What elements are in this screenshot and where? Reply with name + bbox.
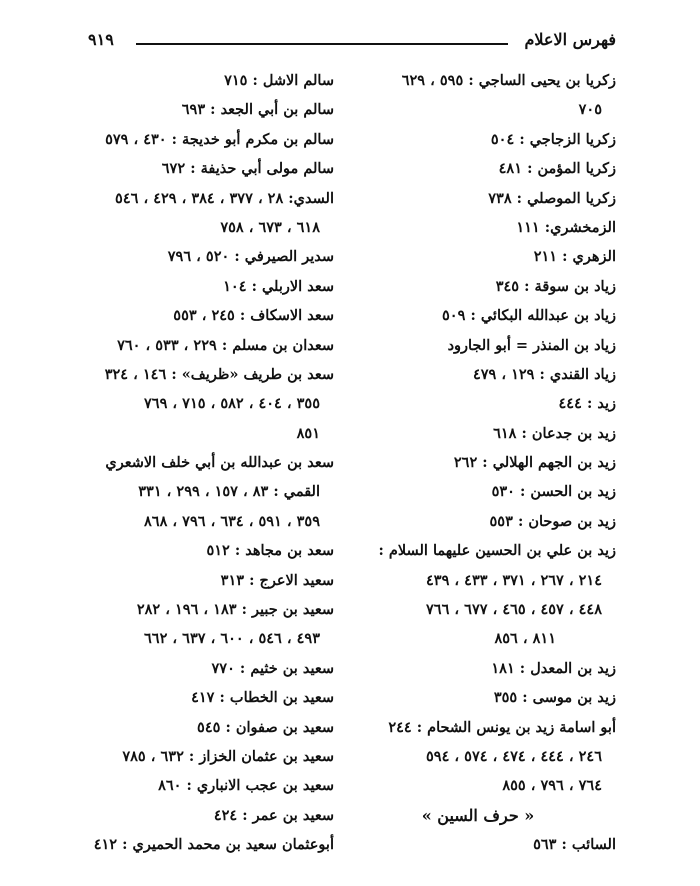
index-entry: زياد بن سوقة : ٣٤٥ [495,277,616,295]
index-entry: الزمخشري: ١١١ [516,218,616,236]
index-entry: القمي : ٨٣ ، ١٥٧ ، ٢٩٩ ، ٣٣١ [138,483,320,501]
index-entry: زيد بن صوحان : ٥٥٣ [489,512,616,530]
index-entry: زيد بن المعدل : ١٨١ [491,659,616,677]
header-rule [136,43,508,45]
index-entry: أبوعثمان سعيد بن محمد الحميري : ٤١٢ [93,836,334,854]
index-entry: زيد بن الحسن : ٥٣٠ [491,483,616,501]
index-entry: ٦١٨ ، ٦٧٣ ، ٧٥٨ [220,218,320,236]
index-entry: ٢١٤ ، ٢٦٧ ، ٣٧١ ، ٤٣٣ ، ٤٣٩ [426,571,602,589]
index-entry: سالم بن مكرم أبو خديجة : ٤٣٠ ، ٥٧٩ [105,130,334,148]
index-entry: زياد القندي : ١٢٩ ، ٤٧٩ [472,365,616,383]
index-entry: سالم بن أبي الجعد : ٦٩٣ [181,101,334,119]
index-entry: ٣٥٥ ، ٤٠٤ ، ٥٨٢ ، ٧١٥ ، ٧٦٩ [144,395,320,413]
index-entry: زكريا المؤمن : ٤٨١ [498,160,616,178]
index-entry: زياد بن عبدالله البكائي : ٥٠٩ [442,307,616,325]
index-entry: زياد بن المنذر = أبو الجارود [447,336,616,354]
section-heading: « حرف السين » [421,805,535,825]
index-entry: ٨١١ ، ٨٥٦ [494,630,556,648]
index-entry: سعد بن عبدالله بن أبي خلف الاشعري [105,454,334,472]
index-entry: زيد بن موسى : ٣٥٥ [493,689,616,707]
index-entry: ٧٦٤ ، ٧٩٦ ، ٨٥٥ [502,777,602,795]
index-entry: سعد بن طريف «ظريف» : ١٤٦ ، ٣٢٤ [104,365,334,383]
index-entry: زيد بن جدعان : ٦١٨ [493,424,616,442]
index-entry: سعيد بن عثمان الخزاز : ٦٣٢ ، ٧٨٥ [122,747,334,765]
index-entry: سعيد بن صفوان : ٥٤٥ [197,718,334,736]
page-number: ٩١٩ [88,30,114,49]
index-entry: سعيد بن عجب الانباري : ٨٦٠ [158,777,334,795]
index-entry: سعيد بن جبير : ١٨٣ ، ١٩٦ ، ٢٨٢ [136,601,334,619]
index-entry: زيد بن علي بن الحسين عليهما السلام : [378,542,616,560]
page-title: فهرس الاعلام [524,30,616,49]
index-column-right [340,66,616,860]
index-entry: ٤٤٨ ، ٤٥٧ ، ٤٦٥ ، ٦٧٧ ، ٧٦٦ [426,601,602,619]
index-entry: السدي: ٢٨ ، ٣٧٧ ، ٣٨٤ ، ٤٢٩ ، ٥٤٦ [115,189,334,207]
index-entry: زيد بن الجهم الهلالي : ٢٦٢ [453,454,616,472]
index-entry: سعيد بن الخطاب : ٤١٧ [191,689,334,707]
index-column-left [44,66,334,860]
index-entry: زكريا الزجاجي : ٥٠٤ [490,130,616,148]
index-entry: سعدان بن مسلم : ٢٢٩ ، ٥٣٣ ، ٧٦٠ [117,336,334,354]
index-entry: سعد بن مجاهد : ٥١٢ [206,542,334,560]
index-entry: السائب : ٥٦٣ [533,836,616,854]
index-entry: زكريا الموصلي : ٧٣٨ [488,189,616,207]
index-entry: الزهري : ٢١١ [533,248,616,266]
index-entry: سالم الاشل : ٧١٥ [224,72,334,89]
index-entry: ٤٩٣ ، ٥٤٦ ، ٦٠٠ ، ٦٣٧ ، ٦٦٢ [144,630,320,648]
index-entry: زيد : ٤٤٤ [558,395,616,413]
index-entry: سعد الاربلي : ١٠٤ [223,277,334,295]
index-entry: ٨٥١ [296,424,320,442]
page-header [88,24,616,64]
index-entry: ٢٤٦ ، ٤٤٤ ، ٤٧٤ ، ٥٧٤ ، ٥٩٤ [426,747,602,765]
index-entry: ٣٥٩ ، ٥٩١ ، ٦٣٤ ، ٧٩٦ ، ٨٦٨ [144,512,320,530]
index-entry: زكريا بن يحيى الساجي : ٥٩٥ ، ٦٢٩ [401,72,616,89]
index-entry: سدير الصيرفي : ٥٢٠ ، ٧٩٦ [167,248,334,266]
index-entry: أبو اسامة زيد بن يونس الشحام : ٢٤٤ [388,718,616,736]
index-entry: سعيد بن عمر : ٤٢٤ [213,806,334,824]
index-entry: ٧٠٥ [578,101,602,119]
index-entry: سعيد بن خثيم : ٧٧٠ [211,659,334,677]
index-entry: سعيد الاعرج : ٣١٣ [220,571,334,589]
index-entry: سالم مولى أبي حذيفة : ٦٧٢ [161,160,334,178]
index-entry: سعد الاسكاف : ٢٤٥ ، ٥٥٣ [173,307,334,325]
